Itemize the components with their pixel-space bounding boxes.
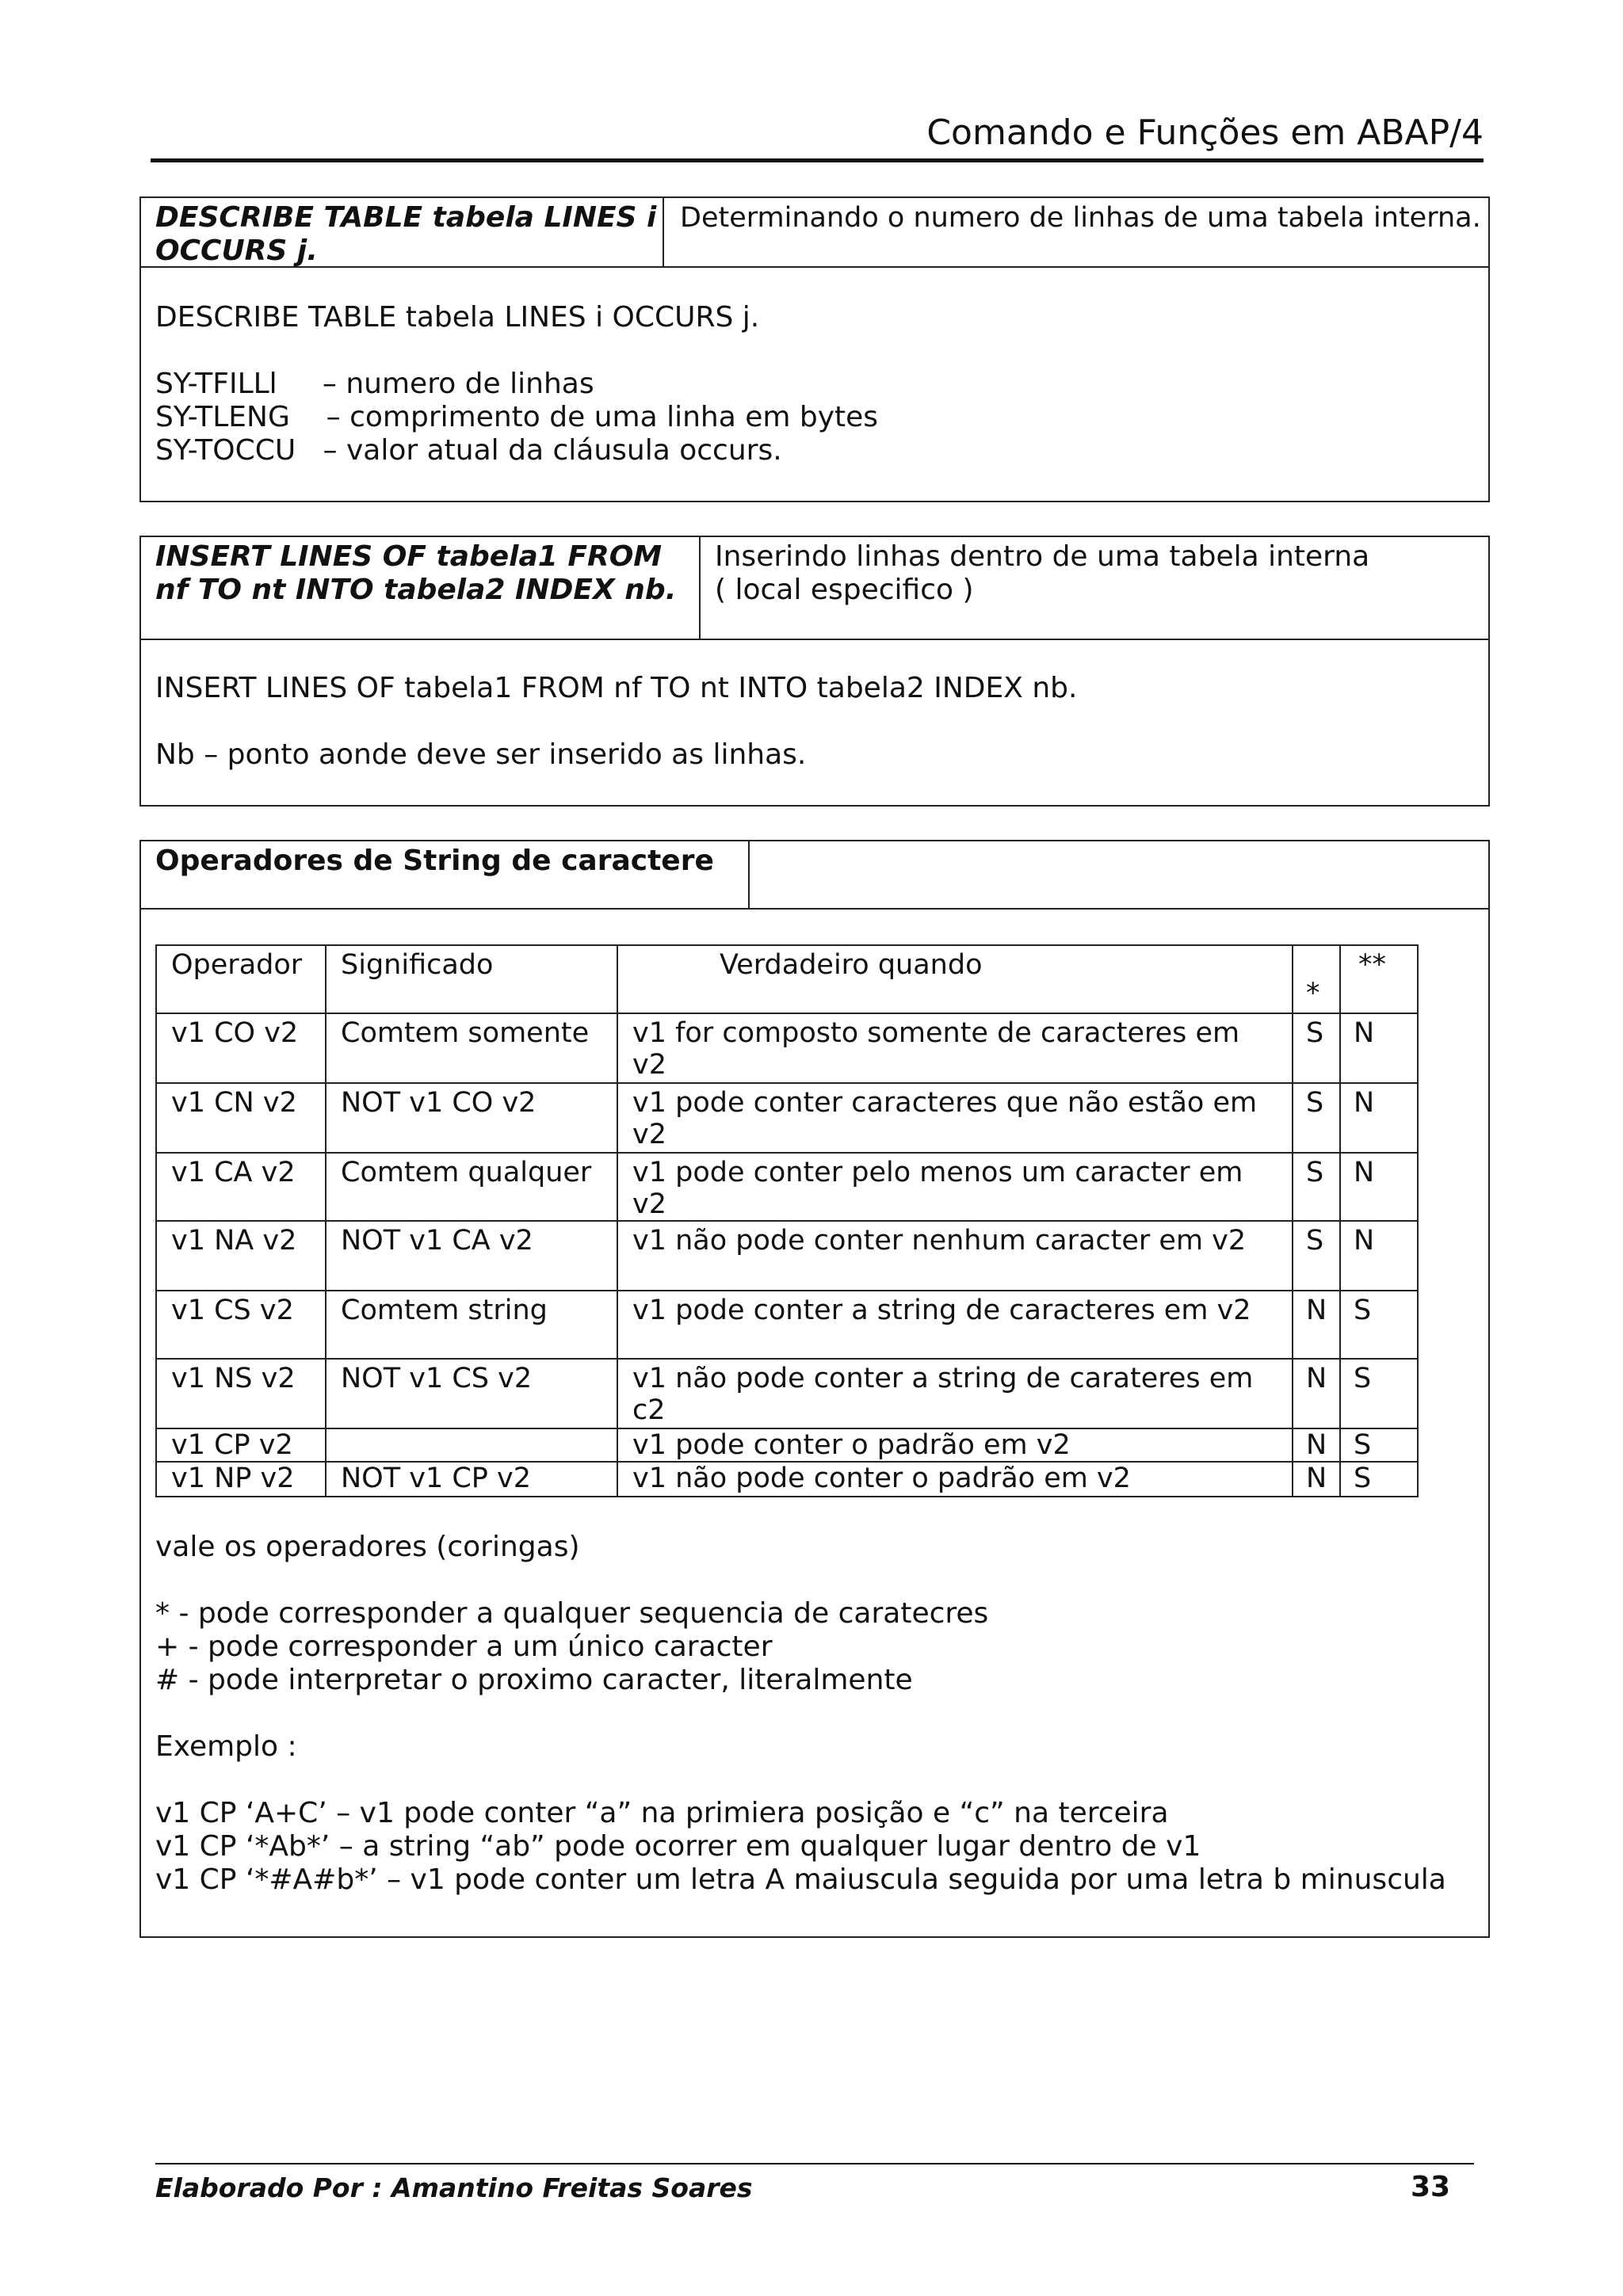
operator-cell: v1 CN v2 <box>156 1083 326 1153</box>
table-header-row <box>156 945 1418 1013</box>
header-operador: Operador <box>156 945 326 1013</box>
table-row <box>156 1083 1418 1153</box>
insert-lines-command-line2: nf TO nt INTO tabela2 INDEX nb. <box>155 574 677 606</box>
string-operators-table <box>155 944 1419 1497</box>
condition-cell: v1 pode conter caracteres que não estão em v2 <box>617 1083 1293 1153</box>
condition-cell: v1 pode conter pelo menos um caracter em v2 <box>617 1153 1293 1221</box>
page-header-title: Comando e Funções em ABAP/4 <box>926 113 1484 153</box>
describe-table-body-line1: DESCRIBE TABLE tabela LINES i OCCURS j. <box>155 301 760 334</box>
footer-divider <box>155 2163 1474 2164</box>
describe-table-description: Determinando o numero de linhas de uma tabela interna. <box>680 202 1481 234</box>
double-asterisk-cell: S <box>1340 1428 1418 1462</box>
meaning-cell: Comtem string <box>326 1291 617 1359</box>
notes-line: vale os operadores (coringas) <box>155 1531 580 1563</box>
footer-author: Elaborado Por : Amantino Freitas Soares <box>155 2172 753 2203</box>
single-asterisk-cell: N <box>1293 1428 1340 1462</box>
describe-table-body-line3: SY-TFILLl – numero de linhas <box>155 368 594 400</box>
condition-cell: v1 não pode conter a string de carateres em c2 <box>617 1359 1293 1428</box>
string-operators-section <box>139 840 1490 1938</box>
column-divider <box>699 537 701 639</box>
header-verdadeiro-quando: Verdadeiro quando <box>617 945 1293 1013</box>
table-row <box>156 1013 1418 1083</box>
table-row <box>156 1428 1418 1462</box>
insert-lines-description-line1: Inserindo linhas dentro de uma tabela interna <box>715 540 1370 573</box>
notes-line: v1 CP ‘A+C’ – v1 pode conter “a” na primiera posição e “c” na terceira <box>155 1797 1169 1829</box>
condition-cell: v1 pode conter o padrão em v2 <box>617 1428 1293 1462</box>
meaning-cell: Comtem somente <box>326 1013 617 1083</box>
meaning-cell <box>326 1428 617 1462</box>
table-row <box>156 1221 1418 1291</box>
meaning-cell: NOT v1 CA v2 <box>326 1221 617 1291</box>
notes-line: v1 CP ‘*Ab*’ – a string “ab” pode ocorrer em qualquer lugar dentro de v1 <box>155 1830 1201 1863</box>
table-row <box>156 1359 1418 1428</box>
describe-table-section <box>139 196 1490 502</box>
condition-cell: v1 pode conter a string de caracteres em v2 <box>617 1291 1293 1359</box>
header-single-asterisk: * <box>1293 945 1340 1013</box>
table-row <box>156 1462 1418 1497</box>
meaning-cell: NOT v1 CS v2 <box>326 1359 617 1428</box>
condition-cell: v1 não pode conter nenhum caracter em v2 <box>617 1221 1293 1291</box>
double-asterisk-cell: N <box>1340 1083 1418 1153</box>
notes-line: # - pode interpretar o proximo caracter, literalmente <box>155 1664 913 1696</box>
describe-table-command-line2: OCCURS j. <box>155 235 318 267</box>
single-asterisk-cell: S <box>1293 1083 1340 1153</box>
notes-line: Exemplo : <box>155 1730 297 1763</box>
operator-cell: v1 NA v2 <box>156 1221 326 1291</box>
describe-table-body-line5: SY-TOCCU – valor atual da cláusula occurs. <box>155 434 782 467</box>
notes-line: * - pode corresponder a qualquer sequencia de caratecres <box>155 1597 989 1630</box>
operator-cell: v1 NP v2 <box>156 1462 326 1497</box>
meaning-cell: Comtem qualquer <box>326 1153 617 1221</box>
describe-table-command-line1: DESCRIBE TABLE tabela LINES i <box>155 201 657 234</box>
insert-lines-body-line3: Nb – ponto aonde deve ser inserido as linhas. <box>155 738 807 771</box>
insert-lines-description-line2: ( local especifico ) <box>715 574 974 606</box>
column-divider <box>663 198 664 266</box>
header-significado: Significado <box>326 945 617 1013</box>
notes-line: + - pode corresponder a um único caracter <box>155 1630 773 1663</box>
describe-table-body-line4: SY-TLENG – comprimento de uma linha em bytes <box>155 401 879 433</box>
page-number: 33 <box>1411 2171 1451 2203</box>
double-asterisk-cell: S <box>1340 1291 1418 1359</box>
double-asterisk-cell: N <box>1340 1153 1418 1221</box>
single-asterisk-cell: N <box>1293 1291 1340 1359</box>
single-asterisk-cell: N <box>1293 1359 1340 1428</box>
double-asterisk-cell: S <box>1340 1359 1418 1428</box>
table-row <box>156 1291 1418 1359</box>
single-asterisk-cell: S <box>1293 1153 1340 1221</box>
condition-cell: v1 for composto somente de caracteres em v2 <box>617 1013 1293 1083</box>
header-divider <box>151 158 1484 162</box>
meaning-cell: NOT v1 CO v2 <box>326 1083 617 1153</box>
operator-cell: v1 CP v2 <box>156 1428 326 1462</box>
insert-lines-body-line1: INSERT LINES OF tabela1 FROM nf TO nt INTO tabela2 INDEX nb. <box>155 672 1078 704</box>
operator-cell: v1 CS v2 <box>156 1291 326 1359</box>
condition-cell: v1 não pode conter o padrão em v2 <box>617 1462 1293 1497</box>
operator-cell: v1 CA v2 <box>156 1153 326 1221</box>
operator-cell: v1 NS v2 <box>156 1359 326 1428</box>
header-double-asterisk: ** <box>1340 945 1418 1013</box>
single-asterisk-cell: N <box>1293 1462 1340 1497</box>
insert-lines-command-line1: INSERT LINES OF tabela1 FROM <box>155 540 663 573</box>
string-operators-title: Operadores de String de caractere <box>155 845 714 877</box>
column-divider <box>748 841 750 908</box>
double-asterisk-cell: N <box>1340 1221 1418 1291</box>
insert-lines-section <box>139 536 1490 807</box>
meaning-cell: NOT v1 CP v2 <box>326 1462 617 1497</box>
single-asterisk-cell: S <box>1293 1013 1340 1083</box>
notes-line: v1 CP ‘*#A#b*’ – v1 pode conter um letra A maiuscula seguida por uma letra b minuscula <box>155 1863 1446 1896</box>
operator-cell: v1 CO v2 <box>156 1013 326 1083</box>
double-asterisk-cell: N <box>1340 1013 1418 1083</box>
table-row <box>156 1153 1418 1221</box>
double-asterisk-cell: S <box>1340 1462 1418 1497</box>
single-asterisk-cell: S <box>1293 1221 1340 1291</box>
